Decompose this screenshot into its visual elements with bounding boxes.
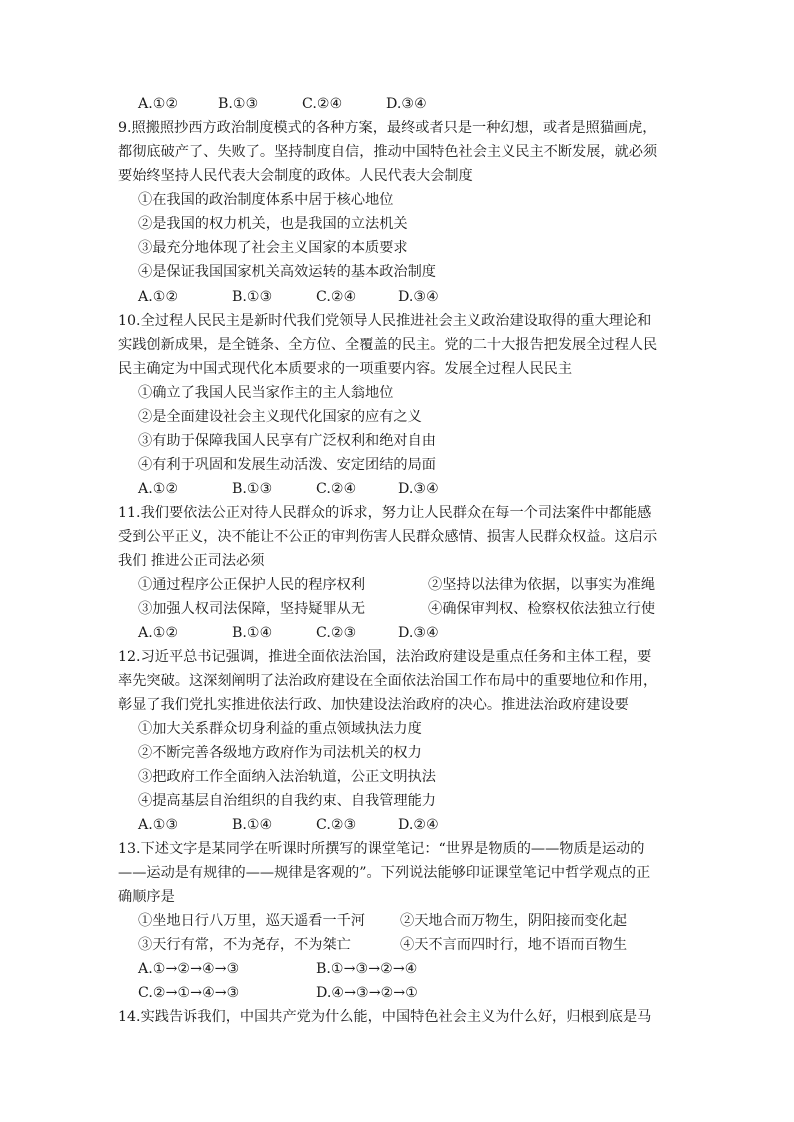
- statement-item: ②天地合而万物生，阴阳接而变化起: [400, 913, 628, 929]
- option-c: C.②④: [316, 289, 357, 305]
- statement-item: ③天行有常，不为尧存，不为桀亡: [138, 937, 351, 953]
- question-stem: 民主确定为中国式现代化本质要求的一项重要内容。发展全过程人民民主: [118, 361, 573, 377]
- statement-item: ④确保审判权、检察权依法独立行使: [428, 601, 656, 617]
- option-b: B.①④: [232, 625, 273, 641]
- option-c: C.②→①→④→③: [138, 985, 240, 1001]
- statement-item: ②是我国的权力机关，也是我国的立法机关: [138, 216, 408, 232]
- statement-item: ①在我国的政治制度体系中居于核心地位: [138, 192, 394, 208]
- question-stem: 都彻底破产了、失败了。坚持制度自信，推动中国特色社会主义民主不断发展，就必须: [118, 144, 658, 160]
- question-stem: 我们 推进公正司法必须: [118, 553, 265, 569]
- option-a: A.①②: [138, 289, 179, 305]
- option-a: A.①②: [138, 96, 179, 112]
- question-stem: 受到公平正义，决不能让不公正的审判伤害人民群众感情、损害人民群众权益。这启示: [118, 529, 658, 545]
- option-d: D.③④: [398, 625, 439, 641]
- question-stem: 14.实践告诉我们，中国共产党为什么能，中国特色社会主义为什么好，归根到底是马: [118, 1009, 652, 1025]
- statement-item: ④是保证我国国家机关高效运转的基本政治制度: [138, 264, 436, 280]
- option-b: B.①③: [232, 289, 273, 305]
- statement-item: ④天不言而四时行，地不语而百物生: [400, 937, 628, 953]
- option-a: A.①→②→④→③: [138, 961, 240, 977]
- option-b: B.①③: [232, 481, 273, 497]
- option-c: C.②③: [316, 817, 357, 833]
- statement-item: ①确立了我国人民当家作主的主人翁地位: [138, 385, 394, 401]
- question-stem: 10.全过程人民民主是新时代我们党领导人民推进社会主义政治建设取得的重大理论和: [118, 313, 652, 329]
- statement-item: ③加强人权司法保障，坚持疑罪从无: [138, 601, 366, 617]
- statement-item: ③有助于保障我国人民享有广泛权利和绝对自由: [138, 433, 436, 449]
- option-a: A.①③: [138, 817, 179, 833]
- option-a: A.①②: [138, 625, 179, 641]
- statement-item: ④提高基层自治组织的自我约束、自我管理能力: [138, 793, 436, 809]
- question-stem: 要始终坚持人民代表大会制度的政体。人民代表大会制度: [118, 168, 473, 184]
- question-stem: 确顺序是: [118, 889, 175, 905]
- option-d: D.③④: [398, 481, 439, 497]
- statement-item: ②不断完善各级地方政府作为司法机关的权力: [138, 745, 422, 761]
- option-d: D.②④: [398, 817, 439, 833]
- option-b: B.①③: [218, 96, 259, 112]
- option-d: D.④→③→②→①: [316, 985, 418, 1001]
- statement-item: ③最充分地体现了社会主义国家的本质要求: [138, 240, 408, 256]
- question-stem: ——运动是有规律的——规律是客观的”。下列说法能够印证课堂笔记中哲学观点的正: [118, 865, 651, 881]
- question-stem: 彰显了我们党扎实推进依法行政、加快建设法治政府的决心。推进法治政府建设要: [118, 697, 629, 713]
- statement-item: ②坚持以法律为依据，以事实为准绳: [428, 577, 656, 593]
- option-a: A.①②: [138, 481, 179, 497]
- statement-item: ①坐地日行八万里，巡天遥看一千河: [138, 913, 366, 929]
- option-b: B.①→③→②→④: [316, 961, 418, 977]
- statement-item: ②是全面建设社会主义现代化国家的应有之义: [138, 409, 422, 425]
- option-c: C.②④: [316, 481, 357, 497]
- statement-item: ④有利于巩固和发展生动活泼、安定团结的局面: [138, 457, 436, 473]
- question-stem: 实践创新成果，是全链条、全方位、全覆盖的民主。党的二十大报告把发展全过程人民: [118, 337, 658, 353]
- question-stem: 11.我们要依法公正对待人民群众的诉求，努力让人民群众在每一个司法案件中都能感: [118, 505, 652, 521]
- statement-item: ①加大关系群众切身利益的重点领域执法力度: [138, 721, 422, 737]
- question-stem: 13.下述文字是某同学在听课时所撰写的课堂笔记：“世界是物质的——物质是运动的: [118, 841, 645, 857]
- statement-item: ③把政府工作全面纳入法治轨道，公正文明执法: [138, 769, 436, 785]
- question-stem: 12.习近平总书记强调，推进全面依法治国，法治政府建设是重点任务和主体工程，要: [118, 649, 652, 665]
- question-stem: 率先突破。这深刻阐明了法治政府建设在全面依法治国工作布局中的重要地位和作用，: [118, 673, 658, 689]
- option-d: D.③④: [386, 96, 427, 112]
- statement-item: ①通过程序公正保护人民的程序权利: [138, 577, 366, 593]
- option-c: C.②④: [302, 96, 343, 112]
- option-c: C.②③: [316, 625, 357, 641]
- option-b: B.①④: [232, 817, 273, 833]
- question-stem: 9.照搬照抄西方政治制度模式的各种方案，最终或者只是一种幻想，或者是照猫画虎，: [118, 120, 657, 136]
- option-d: D.③④: [398, 289, 439, 305]
